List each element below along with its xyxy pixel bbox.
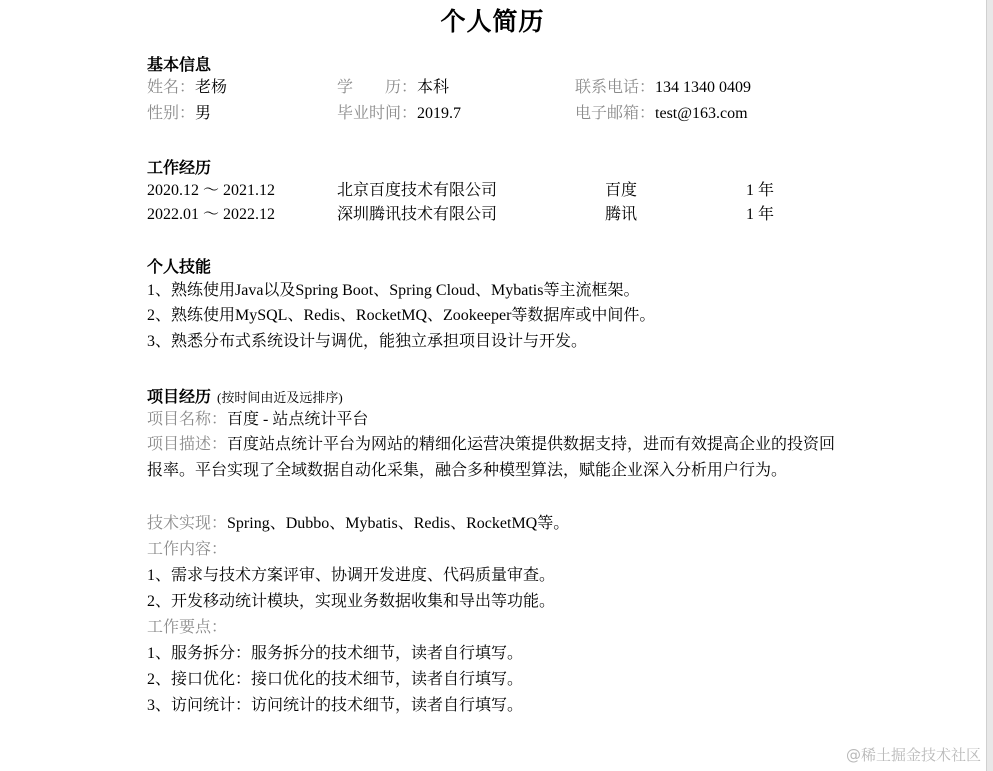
project-description (147, 432, 847, 484)
graduation-value: 2019.7 (417, 105, 462, 122)
graduation-label: 毕业时间： (337, 105, 418, 122)
work-points-label: 工作要点： (147, 619, 228, 636)
work-company-short: 腾讯 (605, 206, 638, 223)
projects-heading-text: 项目经历 (147, 389, 212, 406)
section-heading-projects (147, 384, 343, 407)
work-duration: 1 年 (746, 182, 775, 199)
email-field (575, 104, 748, 124)
page-edge-scrollbar[interactable] (986, 0, 993, 771)
phone-value: 134 1340 0409 (655, 79, 752, 96)
name-label: 姓名： (147, 79, 196, 96)
section-heading-skills: 个人技能 (147, 259, 212, 276)
project-description-value: 百度站点统计平台为网站的精细化运营决策提供数据支持，进而有效提高企业的投资回报率。平台实现了全域数据自动化采集，融合多种模型算法，赋能企业深入分析用户行为。 (147, 436, 836, 479)
email-label: 电子邮箱： (575, 105, 656, 122)
gender-value: 男 (195, 105, 212, 122)
project-name (147, 410, 368, 430)
project-tech (147, 514, 569, 534)
work-period: 2020.12 ～ 2021.12 (147, 182, 276, 199)
email-value: test@163.com (655, 105, 748, 122)
work-content-item: 2、开发移动统计模块，实现业务数据收集和导出等功能。 (147, 593, 556, 610)
name-value: 老杨 (195, 79, 228, 96)
work-content-item: 1、需求与技术方案评审、协调开发进度、代码质量审查。 (147, 567, 556, 584)
skill-item: 1、熟练使用Java以及Spring Boot、Spring Cloud、Mybatis等主流框架。 (147, 282, 640, 299)
project-name-label: 项目名称： (147, 411, 228, 428)
work-point-item: 2、接口优化：接口优化的技术细节，读者自行填写。 (147, 671, 524, 688)
gender-field (147, 104, 211, 124)
work-company: 北京百度技术有限公司 (337, 182, 498, 199)
gender-label: 性别： (147, 105, 196, 122)
work-company-short: 百度 (605, 182, 638, 199)
skill-item: 3、熟悉分布式系统设计与调优，能独立承担项目设计与开发。 (147, 333, 588, 350)
project-name-value: 百度 - 站点统计平台 (227, 411, 369, 428)
projects-heading-note: (按时间由近及远排序) (217, 390, 343, 405)
phone-field (575, 78, 751, 98)
project-tech-label: 技术实现： (147, 515, 228, 532)
work-period: 2022.01 ～ 2022.12 (147, 206, 276, 223)
work-content-label: 工作内容： (147, 541, 228, 558)
section-heading-basic-info: 基本信息 (147, 57, 212, 74)
phone-label: 联系电话： (575, 79, 656, 96)
education-label: 学 历： (337, 79, 418, 96)
work-company: 深圳腾讯技术有限公司 (337, 206, 498, 223)
education-field (337, 78, 449, 98)
page-title: 个人简历 (440, 9, 545, 36)
section-heading-work-experience: 工作经历 (147, 160, 212, 177)
graduation-field (337, 104, 461, 124)
work-point-item: 1、服务拆分：服务拆分的技术细节，读者自行填写。 (147, 645, 524, 662)
name-field (147, 78, 227, 98)
project-tech-value: Spring、Dubbo、Mybatis、Redis、RocketMQ等。 (227, 515, 570, 532)
work-point-item: 3、访问统计：访问统计的技术细节，读者自行填写。 (147, 697, 524, 714)
work-duration: 1 年 (746, 206, 775, 223)
project-description-label: 项目描述： (147, 436, 228, 453)
watermark: @稀土掘金技术社区 (845, 746, 981, 764)
education-value: 本科 (417, 79, 450, 96)
skill-item: 2、熟练使用MySQL、Redis、RocketMQ、Zookeeper等数据库或中间件。 (147, 307, 656, 324)
